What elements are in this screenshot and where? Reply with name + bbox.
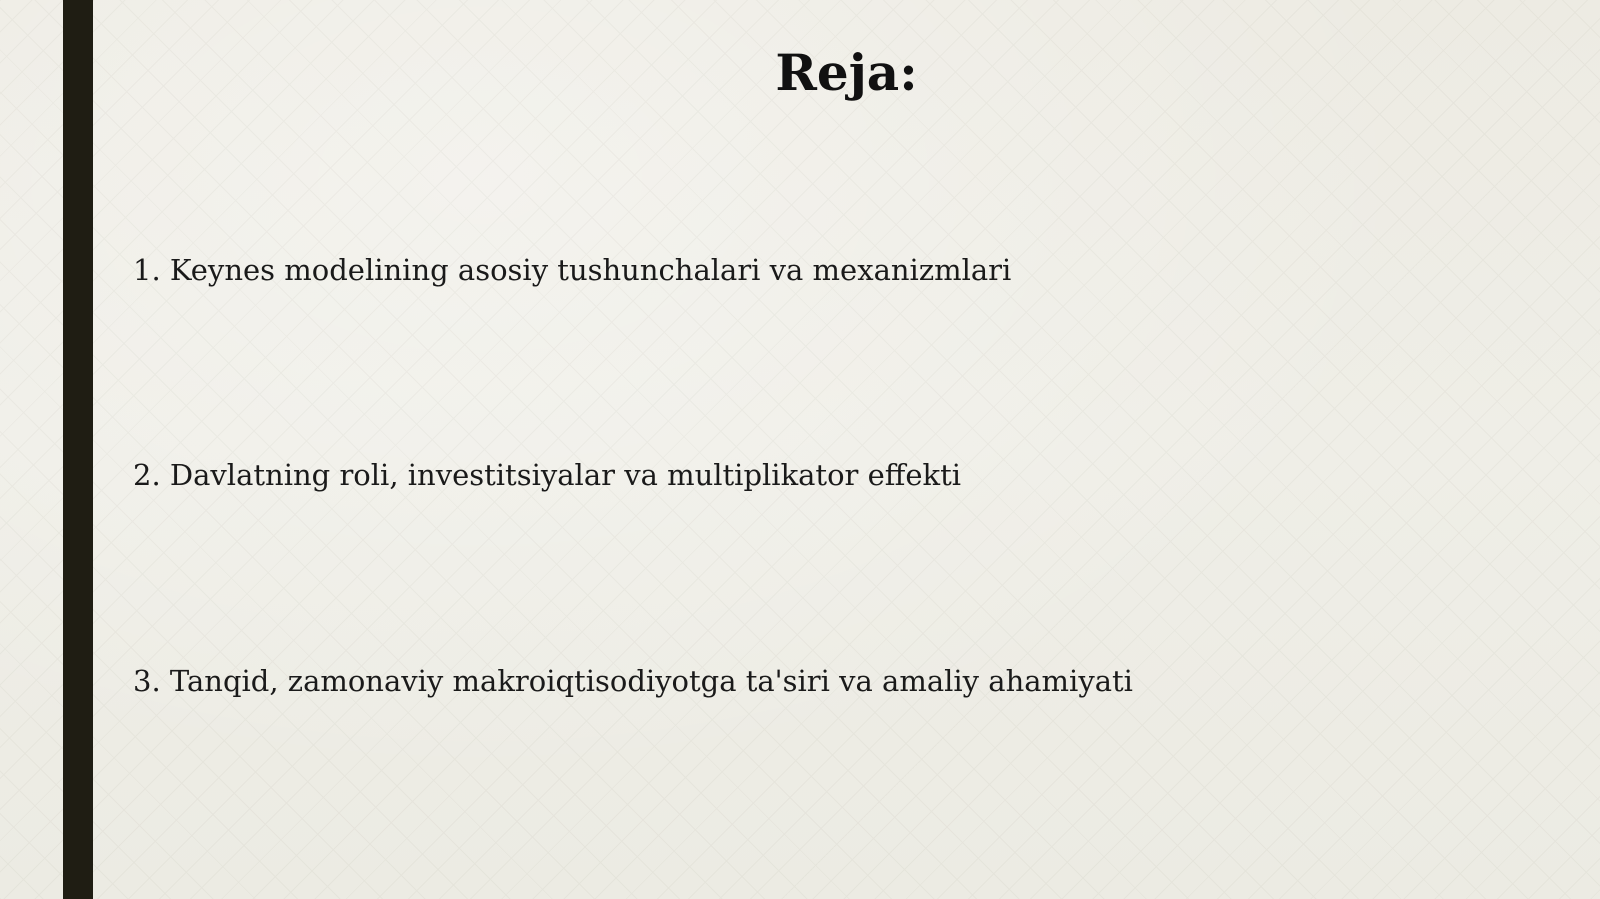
agenda-item-2: 2. Davlatning roli, investitsiyalar va multiplikator effekti <box>133 458 962 492</box>
agenda-item-3: 3. Tanqid, zamonaviy makroiqtisodiyotga ta'siri va amaliy ahamiyati <box>133 664 1133 698</box>
slide-title: Reja: <box>775 43 918 102</box>
accent-bar <box>63 0 93 899</box>
agenda-item-1: 1. Keynes modelining asosiy tushunchalari va mexanizmlari <box>133 253 1012 287</box>
